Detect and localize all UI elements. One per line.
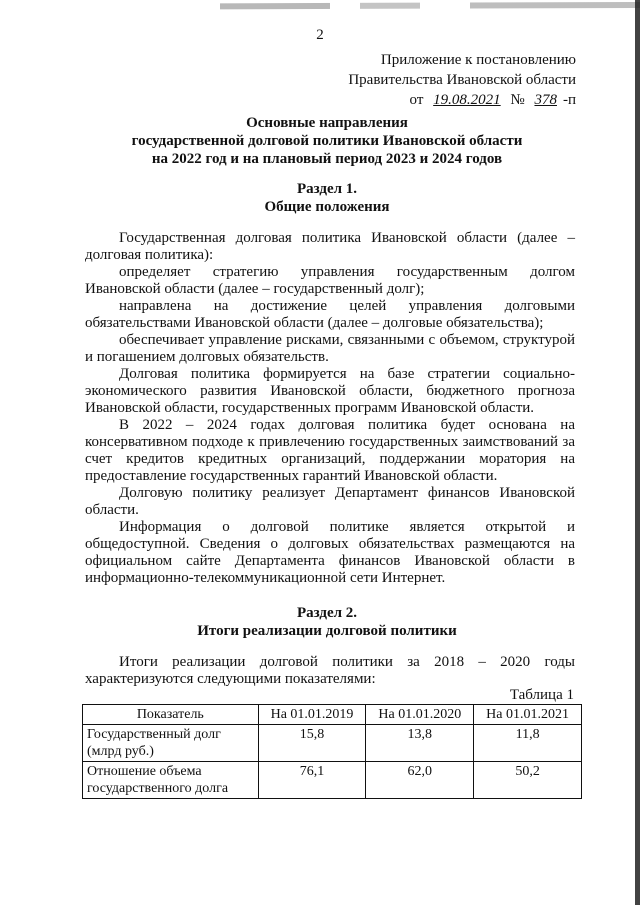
section-2-heading-block [72, 604, 582, 640]
table-header-cell: На 01.01.2020 [366, 705, 474, 725]
table-cell: 11,8 [474, 725, 582, 762]
appendix-suffix: -п [562, 92, 576, 108]
table-header-cell: На 01.01.2019 [258, 705, 366, 725]
section-2-intro [85, 654, 575, 688]
appendix-from: от [409, 92, 424, 108]
table-header-row [83, 705, 582, 725]
paragraph: Итоги реализации долговой политики за 2018 – 2020 годы характеризуются следующими показателями: [85, 654, 575, 687]
table-cell: 13,8 [366, 725, 474, 762]
table-header-cell: Показатель [83, 705, 259, 725]
title-line-3: на 2022 год и на плановый период 2023 и 2024 годов [151, 151, 503, 167]
paragraph: определяет стратегию управления государственным долгом Ивановской области (далее – государственный долг); [85, 264, 575, 297]
appendix-number: 378 [534, 92, 557, 108]
section-1-heading-block [72, 180, 582, 216]
table-cell: 50,2 [474, 762, 582, 799]
paragraph: Долговую политику реализует Департамент финансов Ивановской области. [85, 485, 575, 518]
table-cell: Государственный долг (млрд руб.) [83, 725, 259, 762]
paragraph: направлена на достижение целей управления долговыми обязательствами Ивановской области (далее – долговые обязательства); [85, 298, 575, 331]
section-2-subheading: Итоги реализации долговой политики [197, 623, 457, 639]
scan-artifact-right-edge [635, 0, 640, 905]
table-cell: Отношение объема государственного долга [83, 762, 259, 799]
table-row [83, 725, 582, 762]
paragraph: Долговая политика формируется на базе стратегии социально-экономического развития Ивановской области, бюджетного прогноза Ивановской области, государственных программ Ивановской области. [85, 366, 575, 416]
appendix-date-line [276, 90, 576, 110]
table-header-cell: На 01.01.2021 [474, 705, 582, 725]
table-cell: 15,8 [258, 725, 366, 762]
paragraph: Государственная долговая политика Ивановской области (далее – долговая политика): [85, 230, 575, 263]
appendix-line-1: Приложение к постановлению [380, 52, 576, 68]
title-line-2: государственной долговой политики Ивановской области [131, 133, 523, 149]
table-cell: 76,1 [258, 762, 366, 799]
appendix-line-2: Правительства Ивановской области [348, 72, 576, 88]
scan-artifact-top [0, 0, 640, 22]
page-number: 2 [316, 27, 324, 43]
paragraph: В 2022 – 2024 годах долговая политика будет основана на консервативном подходе к привлечению государственных заимствований за счет кредитов кредитных организаций, поддержании моратория на предоставление государственных гарантий Ивановской области. [85, 417, 575, 484]
section-1-heading: Раздел 1. [296, 181, 358, 197]
paragraph: обеспечивает управление рисками, связанными с объемом, структурой и погашением долговых обязательств. [85, 332, 575, 365]
title-line-1: Основные направления [246, 115, 408, 131]
indicators-table [82, 704, 582, 799]
section-1-body [85, 230, 575, 587]
appendix-date: 19.08.2021 [433, 92, 501, 108]
table-row [83, 762, 582, 799]
section-2-heading: Раздел 2. [296, 605, 358, 621]
document-title [72, 114, 582, 168]
appendix-header [276, 50, 576, 110]
appendix-number-sign: № [510, 92, 525, 108]
paragraph: Информация о долговой политике является открытой и общедоступной. Сведения о долговых обязательствах размещаются на официальном сайте Департамента финансов Ивановской области в информационно-телекоммуникационной сети Интернет. [85, 519, 575, 586]
section-1-subheading: Общие положения [264, 199, 390, 215]
table-cell: 62,0 [366, 762, 474, 799]
table-caption: Таблица 1 [509, 687, 574, 703]
